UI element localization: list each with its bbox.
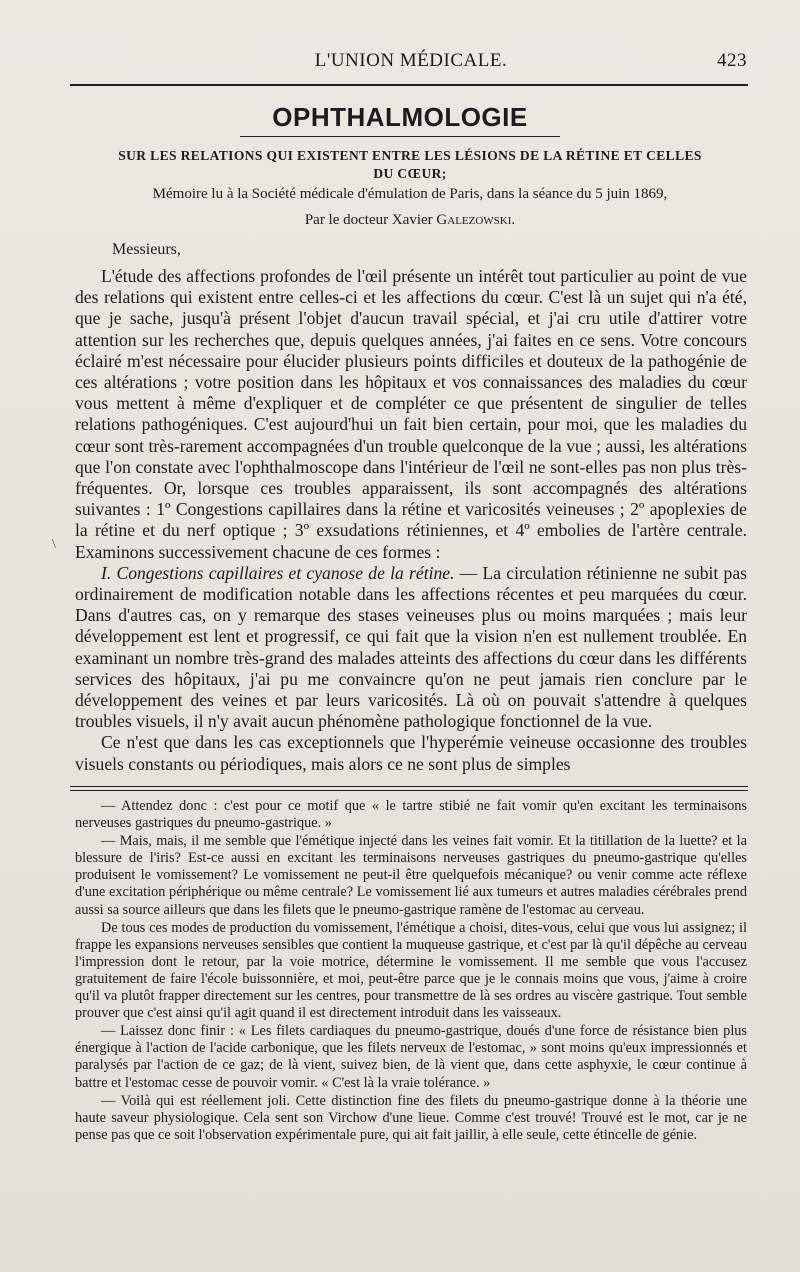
- note-paragraph-5: — Voilà qui est réellement joli. Cette distinction fine des filets du pneumo-gastrique donne à la théorie une haute saveur physiologique. Cela sent son Virchow d'une lieue. Comme c'est trouvé! Trouvé est le mot, car je ne pense pas que ce soit l'observation expérimentale pure, qui ait fait jaillir, à elle seule, cette étincelle de génie.: [75, 1092, 747, 1143]
- author-line: [80, 212, 740, 229]
- notes-rule: [70, 786, 748, 787]
- subsection-heading: I. Congestions capillaires et cyanose de la rétine.: [101, 562, 455, 583]
- article-title-line-1: SUR LES RELATIONS QUI EXISTENT ENTRE LES LÉSIONS DE LA RÉTINE ET CELLES: [118, 148, 702, 163]
- running-head: [75, 50, 747, 74]
- body-paragraph-1: L'étude des affections profondes de l'œil présente un intérêt tout particulier au point de vue des relations qui existent entre celles-ci et les affections du cœur. C'est là un sujet qui n'a été, que je sache, jusqu'à présent l'objet d'aucun travail spécial, et j'ai cru utile d'attirer votre attention sur les recherches que, depuis quelques années, j'ai faites en ce sens. Votre concours éclairé m'est nécessaire pour élucider plusieurs points difficiles et douteux de la pathogénie de ces altérations ; votre position dans les hôpitaux et vos connaissances des maladies du cœur vous mettent à même d'expliquer et de compléter ce que présentent de singulier de telles relations pathogéniques. C'est aujourd'hui un fait bien certain, pour moi, que les maladies du cœur sont très-rarement accompagnées d'un trouble quelconque de la vue ; aussi, les altérations que l'on constate avec l'ophthalmoscope dans l'intérieur de l'œil ne sont-elles pas non plus très-fréquentes. Or, lorsque ces troubles apparaissent, ils sont accompagnés des altérations suivantes : 1º Congestions capillaires dans la rétine et varicosités veineuses ; 2º apoplexies de la rétine et du nerf optique ; 3º exsudations rétiniennes, et 4º embolies de l'artère centrale. Examinons successivement chacune de ces formes :: [75, 266, 747, 562]
- article-body: [75, 266, 747, 775]
- header-rule: [70, 84, 748, 86]
- memoir-note: Mémoire lu à la Société médicale d'émulation de Paris, dans la séance du 5 juin 1869,: [152, 186, 668, 202]
- body-paragraph-2: [75, 563, 747, 733]
- body-paragraph-2-text: — La circulation rétinienne ne subit pas ordinairement de modification notable dans les affections récentes et peu marquées du cœur. Dans d'autres cas, on y remarque des stases veineuses plus ou moins marquées ; mais leur développement est lent et progressif, ce qui fait que la vision n'en est nullement troublée. En examinant un nombre très-grand des malades atteints des affections du cœur dans les différents services des hôpitaux, j'ai pu me convaincre qu'on ne peut jamais rien conclure par le développement des veines et par leurs varicosités. Là où on pouvait s'attendre à quelques troubles visuels, il n'y avait aucun phénomène pathologique fonctionnel de la vue.: [75, 562, 747, 732]
- salutation: Messieurs,: [112, 241, 181, 258]
- journal-title: L'UNION MÉDICALE.: [314, 50, 508, 71]
- feuilleton-notes: [75, 798, 747, 1144]
- margin-mark: \: [52, 537, 56, 552]
- page-number: 423: [717, 50, 747, 71]
- author-prefix: Par le docteur Xavier: [304, 212, 437, 228]
- note-paragraph-2: — Mais, mais, il me semble que l'émétique injecté dans les veines fait vomir. Et la titillation de la luette? et la blessure de l'iris? Est-ce aussi en excitant les terminaisons nerveuses gastriques du pneumo-gastrique qu'elles produisent le vomissement? Le vomissement ne peut-il être quelquefois mécanique? ou venir comme acte réflexe d'une excitation périphérique ou même centrale? Le vomissement lié aux tumeurs et autres maladies cérébrales prend aussi sa source ailleurs que dans les filets que le pneumo-gastrique ramène de l'estomac au cerveau.: [75, 833, 747, 918]
- note-paragraph-4: — Laissez donc finir : « Les filets cardiaques du pneumo-gastrique, doués d'une force de résistance bien plus énergique à l'action de l'acide carbonique, que les filets nerveux de l'estomac, » sont moins qu'eux impressionnés et paralysés par l'action de ce gaz; de là vient, suivez bien, de là vient que, dans cette asphyxie, le cœur continue à battre et l'estomac cesse de pouvoir vomir. « C'est là la vraie tolérance. »: [75, 1023, 747, 1091]
- article-title-line-2: DU CŒUR;: [373, 166, 447, 181]
- notes-rule-thin: [70, 790, 748, 791]
- section-title: OPHTHALMOLOGIE: [272, 102, 528, 132]
- note-paragraph-3: De tous ces modes de production du vomissement, l'émétique a choisi, dites-vous, celui que vous lui assignez; il frappe les expansions nerveuses sensibles que contient la muqueuse gastrique, et c'est par là qu'il dépêche au cerveau l'impression dont le retour, par la voie motrice, détermine le vomissement. Il me semble que vous l'accusez gratuitement de faire l'école buissonnière, et moi, peut-être parce que je le connais moins que vous, j'aime à croire qu'il va plutôt frapper directement sur les centres, pour transmettre de là ses ordres au viscère gastrique. Tout semble prouver que c'est ainsi qu'il agit quand il est directement introduit dans les vaisseaux.: [75, 919, 747, 1022]
- body-paragraph-3: Ce n'est que dans les cas exceptionnels que l'hyperémie veineuse occasionne des troubles visuels constants ou périodiques, mais alors ce ne sont plus de simples: [75, 732, 747, 774]
- note-paragraph-1: — Attendez donc : c'est pour ce motif que « le tartre stibié ne fait vomir qu'en excitant les terminaisons nerveuses gastriques du pneumo-gastrique. »: [75, 798, 747, 832]
- article-title: [80, 147, 740, 183]
- author-name: Galezowski.: [436, 212, 516, 228]
- section-title-rule: [240, 136, 560, 137]
